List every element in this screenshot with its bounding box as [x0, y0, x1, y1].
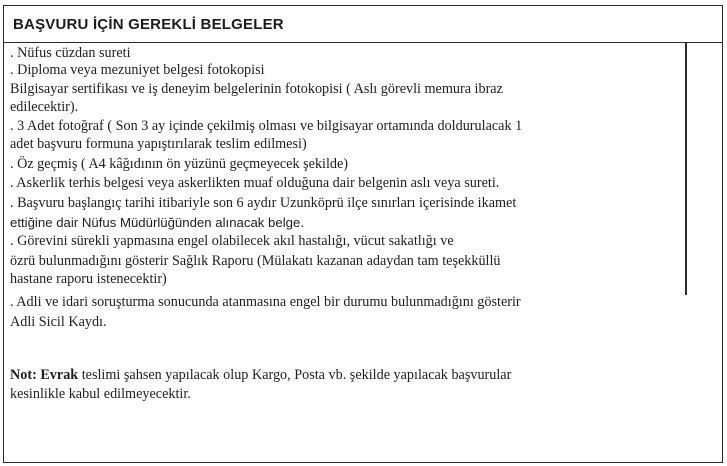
requirement-line-9: . Başvuru başlangıç tarihi itibariyle son 6 aydır Uzunköprü ilçe sınırları içerisinde ikamet — [10, 195, 517, 211]
column-divider — [685, 43, 687, 295]
requirement-line-11: . Görevini sürekli yapmasına engel olabilecek akıl hastalığı, vücut sakatlığı ve — [10, 233, 454, 249]
document-title: BAŞVURU İÇİN GEREKLİ BELGELER — [13, 16, 284, 33]
requirement-line-5: . 3 Adet fotoğraf ( Son 3 ay içinde çekilmiş olması ve bilgisayar ortamında doldurulacak 1 — [10, 118, 523, 134]
requirement-line-1: . Nüfus cüzdan sureti — [10, 45, 131, 61]
note-line-2: kesinlikle kabul edilmeyecektir. — [10, 386, 191, 402]
requirement-line-14: . Adli ve idari soruşturma sonucunda atanmasına engel bir durumu bulunmadığını gösterir — [10, 294, 521, 310]
requirement-line-2: . Diploma veya mezuniyet belgesi fotokopisi — [10, 62, 265, 78]
requirement-line-10: ettiğine dair Nüfus Müdürlüğünden alınacak belge. — [10, 215, 304, 230]
requirement-line-12: özrü bulunmadığını gösterir Sağlık Raporu (Mülakatı kazanan adaydan tam teşekküllü — [10, 253, 501, 269]
header-row — [3, 5, 723, 43]
note-label: Not: Evrak — [10, 367, 79, 383]
requirement-line-3: Bilgisayar sertifikası ve iş deneyim belgelerinin fotokopisi ( Aslı görevli memura ibraz — [10, 81, 503, 97]
requirement-line-7: . Öz geçmiş ( A4 kâğıdının ön yüzünü geçmeyecek şekilde) — [10, 156, 349, 172]
requirement-line-13: hastane raporu istenecektir) — [10, 271, 167, 287]
note-line-1 — [10, 367, 511, 384]
note-text-1: teslimi şahsen yapılacak olup Kargo, Posta vb. şekilde yapılacak başvurular — [78, 367, 512, 383]
requirement-line-6: adet başvuru formuna yapıştırılarak teslim edilmesi) — [10, 136, 307, 152]
requirement-line-8: . Askerlik terhis belgesi veya askerlikten muaf olduğuna dair belgenin aslı veya sureti. — [10, 175, 500, 191]
requirement-line-15: Adli Sicil Kaydı. — [10, 314, 107, 330]
requirement-line-4: edilecektir). — [10, 99, 79, 115]
requirements-box — [3, 43, 723, 463]
